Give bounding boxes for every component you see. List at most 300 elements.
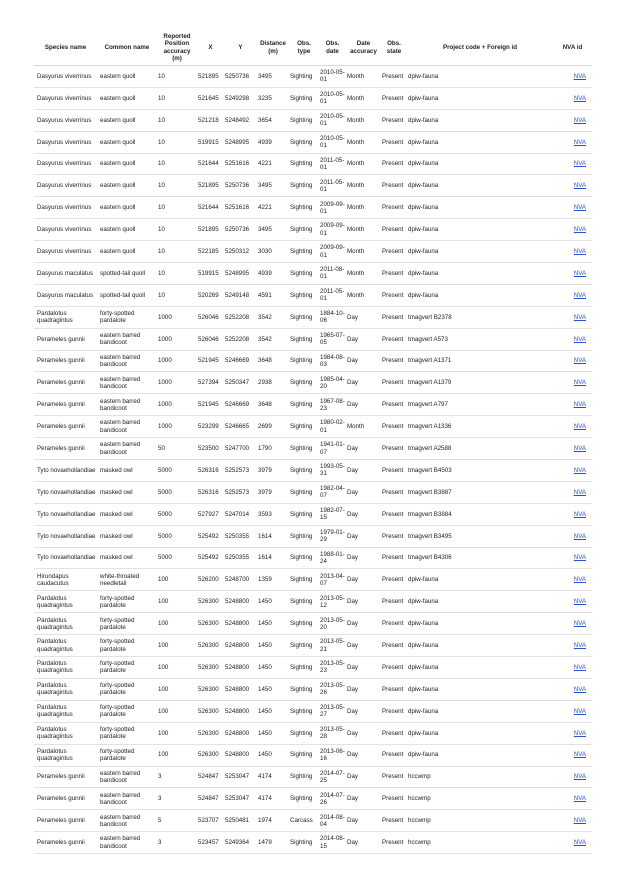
nva-cell [553,394,592,416]
distance-cell: 3495 [257,66,289,88]
distance-cell: 1450 [257,722,289,744]
obs-state-cell: Present [381,109,407,131]
obs-state-cell: Present [381,306,407,328]
species-cell: Perameles gunnii [34,832,97,854]
table-row [34,503,592,525]
common-name-cell: eastern quoll [97,175,157,197]
nva-link[interactable]: NVA [573,795,586,803]
common-name-cell: masked owl [97,525,157,547]
project-code-cell: dpiw-fauna [407,744,553,766]
table-row [34,591,592,613]
accuracy-cell: 5 [157,810,197,832]
x-cell: 525492 [197,547,224,569]
project-code-cell: dpiw-fauna [407,175,553,197]
header-project-code: Project code + Foreign id [407,30,553,66]
species-cell: Dasyurus viverrinus [34,219,97,241]
obs-type-cell: Sighting [289,460,319,482]
nva-link[interactable]: NVA [573,576,586,584]
common-name-cell: eastern quoll [97,241,157,263]
obs-type-cell: Sighting [289,350,319,372]
obs-date-cell: 2010-05-01 [319,66,346,88]
obs-date-cell: 2011-05-01 [319,284,346,306]
nva-link[interactable]: NVA [573,269,586,277]
nva-link[interactable]: NVA [573,401,586,409]
table-row [34,350,592,372]
obs-state-cell: Present [381,66,407,88]
obs-date-cell: 2013-05-21 [319,635,346,657]
x-cell: 521644 [197,197,224,219]
table-row [34,613,592,635]
obs-date-cell: 2009-09-01 [319,241,346,263]
nva-link[interactable]: NVA [573,204,586,212]
distance-cell: 1359 [257,569,289,591]
x-cell: 519915 [197,263,224,285]
obs-date-cell: 2011-08-01 [319,263,346,285]
obs-date-cell: 2014-08-15 [319,832,346,854]
obs-date-cell: 2013-05-23 [319,657,346,679]
obs-state-cell: Present [381,591,407,613]
y-cell: 5246665 [224,416,257,438]
distance-cell: 4591 [257,284,289,306]
accuracy-cell: 10 [157,131,197,153]
date-accuracy-cell: Month [346,241,381,263]
common-name-cell: forty-spotted pardalote [97,306,157,328]
nva-link[interactable]: NVA [573,488,586,496]
nva-link[interactable]: NVA [573,773,586,781]
obs-date-cell: 1993-05-31 [319,460,346,482]
distance-cell: 3654 [257,109,289,131]
species-cell: Perameles gunnii [34,810,97,832]
table-row [34,153,592,175]
nva-link[interactable]: NVA [573,817,586,825]
species-cell: Tyto novaehollandiae [34,503,97,525]
obs-state-cell: Present [381,416,407,438]
y-cell: 5250347 [224,372,257,394]
table-row [34,219,592,241]
obs-state-cell: Present [381,372,407,394]
nva-link[interactable]: NVA [573,466,586,474]
nva-link[interactable]: NVA [573,663,586,671]
date-accuracy-cell: Day [346,460,381,482]
nva-cell [553,372,592,394]
obs-state-cell: Present [381,766,407,788]
obs-type-cell: Sighting [289,153,319,175]
distance-cell: 1450 [257,613,289,635]
distance-cell: 3979 [257,460,289,482]
y-cell: 5252208 [224,328,257,350]
species-cell: Perameles gunnii [34,372,97,394]
obs-type-cell: Sighting [289,547,319,569]
project-code-cell: hccwmp [407,766,553,788]
project-code-cell: tmagvert B3495 [407,525,553,547]
header-y: Y [224,30,257,66]
distance-cell: 1450 [257,635,289,657]
header-nva-id: NVA id [553,30,592,66]
nva-cell [553,350,592,372]
table-row [34,87,592,109]
species-cell: Hirundapus caudacutus [34,569,97,591]
species-cell: Dasyurus viverrinus [34,87,97,109]
table-row [34,263,592,285]
nva-link[interactable]: NVA [573,291,586,299]
obs-type-cell: Sighting [289,788,319,810]
nva-link[interactable]: NVA [573,357,586,365]
header-x: X [197,30,224,66]
accuracy-cell: 10 [157,153,197,175]
distance-cell: 1450 [257,591,289,613]
project-code-cell: dpiw-fauna [407,197,553,219]
nva-link[interactable]: NVA [573,620,586,628]
table-row [34,635,592,657]
common-name-cell: spotted-tail quoll [97,284,157,306]
table-row [34,394,592,416]
table-row [34,678,592,700]
nva-cell [553,766,592,788]
obs-state-cell: Present [381,175,407,197]
y-cell: 5248800 [224,722,257,744]
nva-link[interactable]: NVA [573,247,586,255]
project-code-cell: hccwmp [407,832,553,854]
project-code-cell: dpiw-fauna [407,87,553,109]
nva-cell [553,175,592,197]
nva-link[interactable]: NVA [573,379,586,387]
obs-state-cell: Present [381,350,407,372]
obs-date-cell: 2013-06-16 [319,744,346,766]
nva-link[interactable]: NVA [573,707,586,715]
accuracy-cell: 5000 [157,481,197,503]
date-accuracy-cell: Day [346,810,381,832]
project-code-cell: dpiw-fauna [407,635,553,657]
nva-cell [553,810,592,832]
nva-cell [553,109,592,131]
obs-date-cell: 2014-07-25 [319,766,346,788]
accuracy-cell: 100 [157,722,197,744]
obs-state-cell: Present [381,788,407,810]
obs-type-cell: Sighting [289,591,319,613]
obs-date-cell: 2013-05-27 [319,700,346,722]
species-cell: Dasyurus maculatus [34,263,97,285]
date-accuracy-cell: Day [346,547,381,569]
x-cell: 519915 [197,131,224,153]
distance-cell: 1974 [257,810,289,832]
x-cell: 523299 [197,416,224,438]
table-row [34,547,592,569]
accuracy-cell: 1000 [157,306,197,328]
species-cell: Pardalotus quadragintus [34,306,97,328]
distance-cell: 2699 [257,416,289,438]
obs-state-cell: Present [381,503,407,525]
x-cell: 526300 [197,678,224,700]
accuracy-cell: 100 [157,591,197,613]
obs-type-cell: Sighting [289,744,319,766]
obs-state-cell: Present [381,153,407,175]
date-accuracy-cell: Month [346,284,381,306]
y-cell: 5251616 [224,197,257,219]
table-row [34,722,592,744]
species-cell: Perameles gunnii [34,416,97,438]
obs-type-cell: Sighting [289,394,319,416]
species-cell: Pardalotus quadragintus [34,722,97,744]
obs-date-cell: 1988-01-24 [319,547,346,569]
table-row [34,372,592,394]
x-cell: 526046 [197,306,224,328]
nva-link[interactable]: NVA [573,729,586,737]
header-date-accuracy: Date accuracy [346,30,381,66]
distance-cell: 1614 [257,525,289,547]
obs-type-cell: Sighting [289,503,319,525]
common-name-cell: masked owl [97,481,157,503]
date-accuracy-cell: Day [346,613,381,635]
species-cell: Pardalotus quadragintus [34,635,97,657]
nva-cell [553,153,592,175]
x-cell: 526046 [197,328,224,350]
project-code-cell: dpiw-fauna [407,66,553,88]
table-row [34,744,592,766]
species-cell: Dasyurus viverrinus [34,197,97,219]
date-accuracy-cell: Day [346,744,381,766]
obs-state-cell: Present [381,613,407,635]
obs-state-cell: Present [381,284,407,306]
distance-cell: 3235 [257,87,289,109]
project-code-cell: tmagvert A573 [407,328,553,350]
x-cell: 523457 [197,832,224,854]
obs-state-cell: Present [381,87,407,109]
accuracy-cell: 10 [157,241,197,263]
header-obs-date: Obs. date [319,30,346,66]
table-row [34,109,592,131]
obs-date-cell: 2009-09-01 [319,219,346,241]
nva-cell [553,569,592,591]
nva-link[interactable]: NVA [573,423,586,431]
nva-link[interactable]: NVA [573,685,586,693]
obs-state-cell: Present [381,394,407,416]
table-row [34,569,592,591]
header-obs-state: Obs. state [381,30,407,66]
table-row [34,657,592,679]
obs-state-cell: Present [381,547,407,569]
nva-link[interactable]: NVA [573,226,586,234]
nva-cell [553,678,592,700]
distance-cell: 4174 [257,766,289,788]
nva-link[interactable]: NVA [573,554,586,562]
x-cell: 526300 [197,700,224,722]
table-row [34,197,592,219]
nva-cell [553,503,592,525]
x-cell: 527927 [197,503,224,525]
date-accuracy-cell: Day [346,700,381,722]
nva-cell [553,832,592,854]
nva-cell [553,263,592,285]
y-cell: 5250355 [224,525,257,547]
nva-cell [553,87,592,109]
nva-cell [553,591,592,613]
date-accuracy-cell: Month [346,219,381,241]
accuracy-cell: 1000 [157,394,197,416]
common-name-cell: eastern barred bandicoot [97,788,157,810]
common-name-cell: eastern barred bandicoot [97,328,157,350]
distance-cell: 3495 [257,219,289,241]
y-cell: 5250312 [224,241,257,263]
date-accuracy-cell: Day [346,788,381,810]
nva-cell [553,131,592,153]
distance-cell: 4221 [257,197,289,219]
common-name-cell: eastern barred bandicoot [97,766,157,788]
project-code-cell: hccwmp [407,810,553,832]
date-accuracy-cell: Day [346,657,381,679]
nva-cell [553,481,592,503]
date-accuracy-cell: Day [346,766,381,788]
project-code-cell: dpiw-fauna [407,219,553,241]
x-cell: 524847 [197,788,224,810]
distance-cell: 1450 [257,744,289,766]
y-cell: 5250736 [224,219,257,241]
nva-link[interactable]: NVA [573,598,586,606]
y-cell: 5253047 [224,766,257,788]
common-name-cell: forty-spotted pardalote [97,635,157,657]
x-cell: 521895 [197,219,224,241]
species-cell: Tyto novaehollandiae [34,460,97,482]
obs-type-cell: Sighting [289,416,319,438]
obs-type-cell: Sighting [289,131,319,153]
nva-link[interactable]: NVA [573,138,586,146]
distance-cell: 3979 [257,481,289,503]
common-name-cell: forty-spotted pardalote [97,591,157,613]
accuracy-cell: 1000 [157,350,197,372]
table-header-row [34,30,592,66]
x-cell: 526300 [197,613,224,635]
nva-cell [553,66,592,88]
project-code-cell: tmagvert B3887 [407,481,553,503]
x-cell: 526300 [197,657,224,679]
y-cell: 5248800 [224,744,257,766]
obs-date-cell: 2010-05-01 [319,109,346,131]
obs-date-cell: 2013-05-12 [319,591,346,613]
nva-link[interactable]: NVA [573,116,586,124]
date-accuracy-cell: Day [346,678,381,700]
species-cell: Perameles gunnii [34,328,97,350]
table-row [34,175,592,197]
date-accuracy-cell: Day [346,832,381,854]
common-name-cell: white-throated needletail [97,569,157,591]
date-accuracy-cell: Day [346,328,381,350]
accuracy-cell: 5000 [157,547,197,569]
accuracy-cell: 3 [157,832,197,854]
obs-date-cell: 2010-05-01 [319,87,346,109]
x-cell: 524847 [197,766,224,788]
x-cell: 525492 [197,525,224,547]
nva-cell [553,328,592,350]
nva-link[interactable]: NVA [573,160,586,168]
distance-cell: 4939 [257,263,289,285]
obs-type-cell: Sighting [289,306,319,328]
x-cell: 523707 [197,810,224,832]
date-accuracy-cell: Day [346,503,381,525]
distance-cell: 3593 [257,503,289,525]
nva-link[interactable]: NVA [573,510,586,518]
accuracy-cell: 10 [157,284,197,306]
obs-state-cell: Present [381,678,407,700]
nva-link[interactable]: NVA [573,94,586,102]
y-cell: 5252573 [224,460,257,482]
observations-table [34,30,592,854]
y-cell: 5247700 [224,438,257,460]
species-cell: Dasyurus viverrinus [34,175,97,197]
nva-link[interactable]: NVA [573,182,586,190]
project-code-cell: tmagvert A2588 [407,438,553,460]
y-cell: 5248492 [224,109,257,131]
y-cell: 5249148 [224,284,257,306]
nva-link[interactable]: NVA [573,532,586,540]
obs-date-cell: 2010-05-01 [319,131,346,153]
accuracy-cell: 10 [157,175,197,197]
distance-cell: 2938 [257,372,289,394]
obs-date-cell: 1965-07-05 [319,328,346,350]
obs-type-cell: Sighting [289,66,319,88]
date-accuracy-cell: Day [346,394,381,416]
project-code-cell: tmagvert A1379 [407,372,553,394]
common-name-cell: masked owl [97,503,157,525]
nva-link[interactable]: NVA [573,839,586,847]
y-cell: 5248995 [224,263,257,285]
nva-link[interactable]: NVA [573,72,586,80]
obs-date-cell: 2013-04-07 [319,569,346,591]
table-row [34,481,592,503]
common-name-cell: forty-spotted pardalote [97,744,157,766]
nva-link[interactable]: NVA [573,335,586,343]
accuracy-cell: 10 [157,66,197,88]
accuracy-cell: 100 [157,657,197,679]
x-cell: 527394 [197,372,224,394]
accuracy-cell: 5000 [157,503,197,525]
table-row [34,832,592,854]
y-cell: 5246669 [224,394,257,416]
nva-cell [553,219,592,241]
species-cell: Pardalotus quadragintus [34,591,97,613]
obs-type-cell: Sighting [289,197,319,219]
species-cell: Pardalotus quadragintus [34,744,97,766]
obs-date-cell: 2009-09-01 [319,197,346,219]
x-cell: 526300 [197,635,224,657]
y-cell: 5248800 [224,678,257,700]
obs-type-cell: Sighting [289,766,319,788]
accuracy-cell: 1000 [157,372,197,394]
species-cell: Dasyurus viverrinus [34,66,97,88]
nva-link[interactable]: NVA [573,444,586,452]
y-cell: 5248800 [224,635,257,657]
distance-cell: 3648 [257,394,289,416]
species-cell: Tyto novaehollandiae [34,481,97,503]
obs-type-cell: Sighting [289,635,319,657]
project-code-cell: tmagvert A1336 [407,416,553,438]
common-name-cell: forty-spotted pardalote [97,613,157,635]
nva-cell [553,241,592,263]
species-cell: Dasyurus viverrinus [34,131,97,153]
nva-link[interactable]: NVA [573,751,586,759]
common-name-cell: eastern barred bandicoot [97,372,157,394]
x-cell: 526316 [197,460,224,482]
nva-link[interactable]: NVA [573,642,586,649]
obs-date-cell: 2013-05-20 [319,613,346,635]
y-cell: 5249298 [224,87,257,109]
nva-cell [553,547,592,569]
table-row [34,66,592,88]
project-code-cell: dpiw-fauna [407,591,553,613]
distance-cell: 1450 [257,657,289,679]
y-cell: 5251616 [224,153,257,175]
table-body [34,66,592,854]
distance-cell: 4174 [257,788,289,810]
nva-link[interactable]: NVA [573,313,586,321]
